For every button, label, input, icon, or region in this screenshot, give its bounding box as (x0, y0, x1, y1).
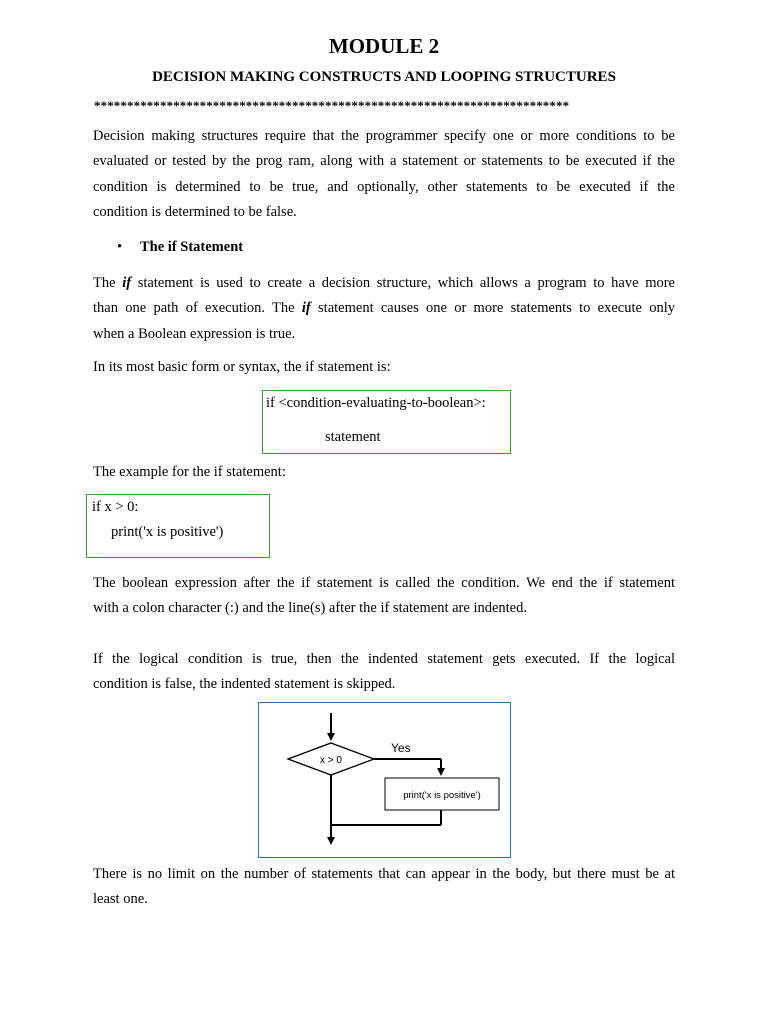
syntax-line: statement (325, 429, 381, 445)
bullet-marker: • (117, 239, 123, 255)
intro-line: Decision making structures require that the programmer specify one or more conditions to be (93, 128, 675, 144)
condition-line: The boolean expression after the if statement is called the condition. We end the if statement (93, 575, 675, 591)
flowchart-diagram (259, 703, 510, 857)
intro-line: evaluated or tested by the prog ram, along with a statement or statements to be executed if the (93, 153, 675, 170)
page-subtitle: DECISION MAKING CONSTRUCTS AND LOOPING STRUCTURES (152, 69, 616, 85)
syntax-intro: In its most basic form or syntax, the if statement is: (93, 359, 391, 375)
closing-line: least one. (93, 891, 148, 908)
if-desc-line: The if statement is used to create a decision structure, which allows a program to have more (93, 275, 675, 291)
logic-line: If the logical condition is true, then the indented statement gets executed. If the logical (93, 651, 675, 667)
if-keyword: if (122, 275, 132, 291)
decision-label: x > 0 (320, 755, 342, 766)
action-label: print('x is positive') (403, 790, 481, 801)
code-line: if x > 0: (92, 499, 139, 515)
logic-line: condition is false, the indented statement is skipped. (93, 676, 396, 693)
if-desc-line: than one path of execution. The if statement causes one or more statements to execute only (93, 300, 675, 317)
intro-line: condition is determined to be true, and optionally, other statements to be executed if the (93, 178, 675, 195)
closing-paragraph (93, 862, 675, 913)
condition-line: with a colon character (:) and the line(s) after the if statement are indented. (93, 600, 527, 617)
condition-paragraph (93, 571, 675, 622)
if-keyword: if (301, 300, 311, 317)
page-title: MODULE 2 (328, 34, 440, 58)
intro-line: condition is determined to be false. (93, 203, 297, 220)
intro-paragraph (93, 124, 675, 225)
code-line: print('x is positive') (111, 524, 224, 540)
separator-line: ************************************************************************ (94, 98, 570, 113)
example-intro: The example for the if statement: (93, 464, 286, 480)
if-description-paragraph (93, 271, 675, 347)
yes-label: Yes (391, 741, 411, 755)
section-heading: The if Statement (140, 239, 244, 255)
flowchart-figure (258, 702, 511, 858)
logic-paragraph (93, 647, 675, 698)
syntax-line: if <condition-evaluating-to-boolean>: (266, 395, 486, 411)
closing-line: There is no limit on the number of statements that can appear in the body, but there must be at (93, 866, 675, 882)
if-desc-line: when a Boolean expression is true. (93, 325, 296, 342)
